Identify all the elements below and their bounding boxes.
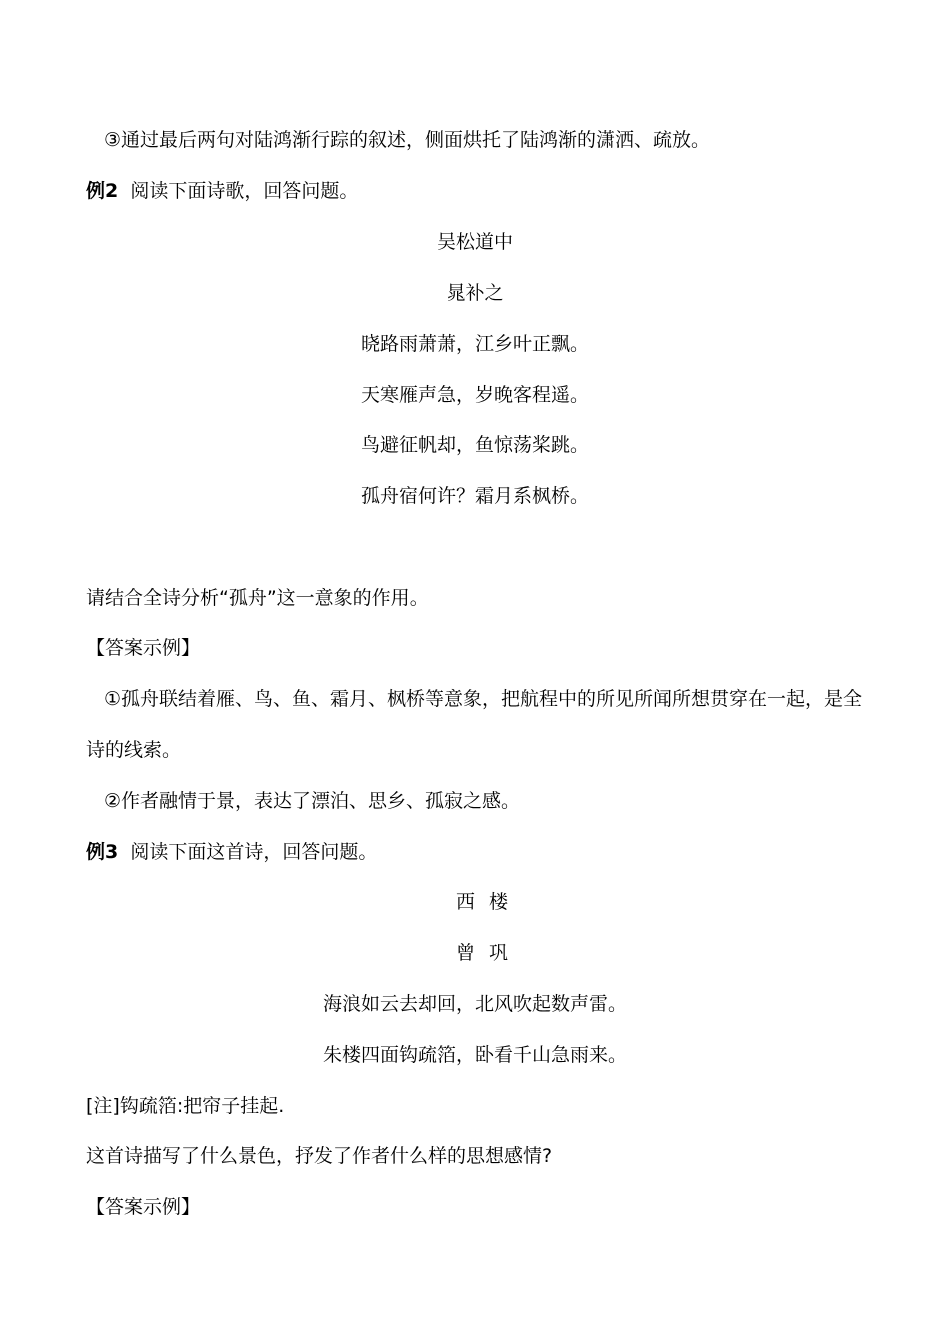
example-3-instruction: 阅读下面这首诗，回答问题。 <box>130 841 378 863</box>
poem-author: 晁补之 <box>446 282 504 304</box>
answer-item-1-continued: 诗的线索。 <box>86 739 182 761</box>
poem-line: 晓路雨萧萧，江乡叶正飘。 <box>360 333 589 355</box>
example-2-heading <box>86 179 358 203</box>
poem-line: 朱楼四面钩疏箔，卧看千山急雨来。 <box>322 1044 627 1066</box>
answer-item-3: ③通过最后两句对陆鸿渐行踪的叙述，侧面烘托了陆鸿渐的潇洒、疏放。 <box>104 129 711 151</box>
answer-item-2: ②作者融情于景，表达了漂泊、思乡、孤寂之感。 <box>104 790 521 812</box>
answer-heading: 【答案示例】 <box>86 1196 201 1218</box>
poem-title: 吴松道中 <box>436 231 513 253</box>
answer-item-1: ①孤舟联结着雁、鸟、鱼、霜月、枫桥等意象，把航程中的所见所闻所想贯穿在一起，是全 <box>104 688 863 710</box>
question: 这首诗描写了什么景色，抒发了作者什么样的思想感情? <box>86 1145 553 1167</box>
poem-title: 西楼 <box>455 891 522 913</box>
poem-author: 曾巩 <box>455 942 522 964</box>
poem-note: [注]钩疏箔:把帘子挂起. <box>86 1095 285 1117</box>
example-2-label: 例2 <box>86 180 119 202</box>
question: 请结合全诗分析“孤舟”这一意象的作用。 <box>86 587 429 609</box>
poem-line: 鸟避征帆却，鱼惊荡桨跳。 <box>360 434 589 456</box>
poem-line: 孤舟宿何许？霜月系枫桥。 <box>360 485 589 507</box>
example-3-heading <box>86 840 377 864</box>
example-3-label: 例3 <box>86 841 119 863</box>
answer-heading: 【答案示例】 <box>86 637 201 659</box>
poem-line: 天寒雁声急，岁晚客程遥。 <box>360 384 589 406</box>
example-2-instruction: 阅读下面诗歌，回答问题。 <box>130 180 359 202</box>
poem-line: 海浪如云去却回，北风吹起数声雷。 <box>322 993 627 1015</box>
